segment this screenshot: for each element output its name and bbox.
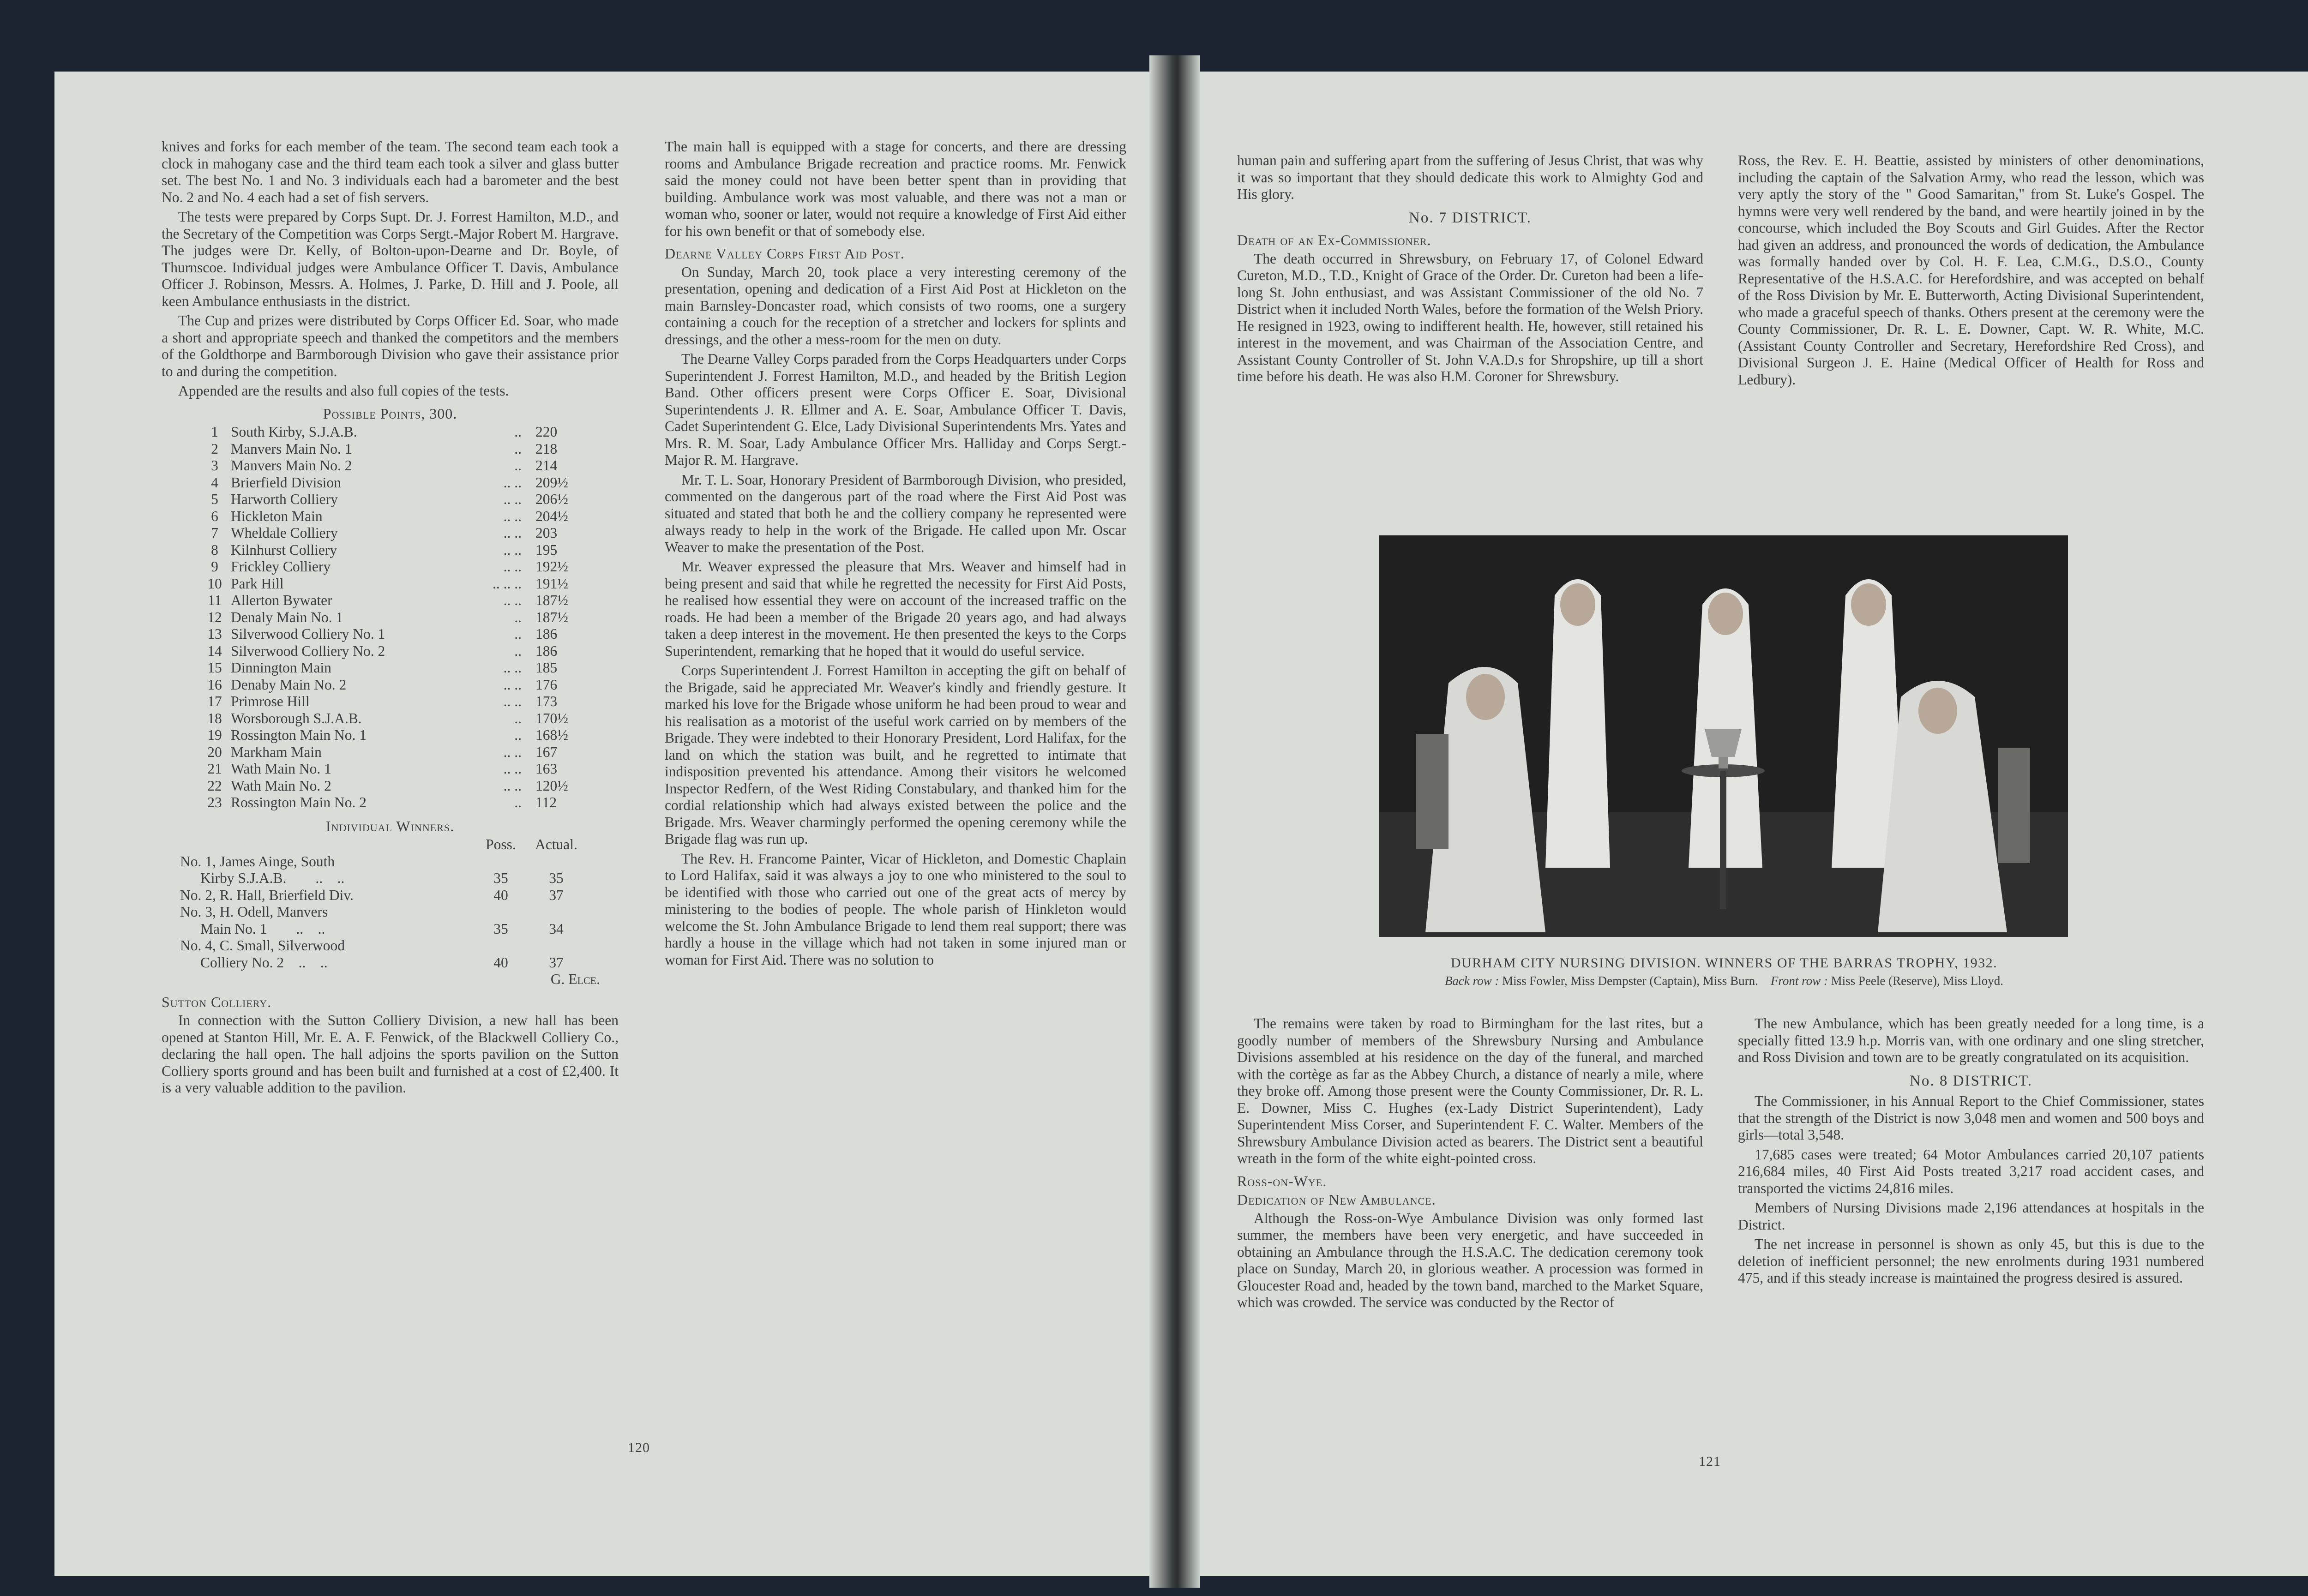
result-rank: 1 [211, 424, 218, 440]
page-number: 120 [628, 1440, 650, 1455]
result-name: Denaby Main No. 2 [231, 676, 347, 693]
left-column-1 [162, 138, 619, 1099]
caption-front-label: Front row : [1770, 974, 1828, 988]
result-points: 176 [535, 676, 558, 693]
col-header: Actual. [535, 836, 577, 852]
result-name: Kilnhurst Colliery [231, 541, 337, 558]
col-header: Poss. [486, 836, 516, 852]
paragraph: The new Ambulance, which has been greatly needed for a long time, is a specially fitted 13.9 h.p. Morris van, with one ordinary and one sling stretcher, and Ross Division and town are to be greatly congratulated on its acquisition. [1738, 1015, 2204, 1065]
paragraph: Mr. Weaver expressed the pleasure that Mrs. Weaver and himself had in being present and said that while he regretted the necessity for First Aid Posts, he realised how essential they were on account of the increased traffic on the roads. He had been a member of the Brigade 20 years ago, and had always taken a deep interest in the movement. He then presented the keys to the Corps Superintendent, remarking that he hoped that it would do useful service. [665, 558, 1126, 659]
result-name: South Kirby, S.J.A.B. [231, 424, 357, 440]
result-dots: .. [514, 794, 522, 810]
result-row [198, 609, 577, 626]
result-rank: 6 [211, 508, 218, 524]
individual-row-cont [180, 870, 586, 887]
result-dots: .. [514, 727, 522, 743]
result-row [198, 592, 577, 609]
individual-poss: 40 [493, 954, 508, 971]
result-row [198, 491, 577, 508]
paragraph: human pain and suffering apart from the suffering of Jesus Christ, that was why it was so important that they should dedicate this work to Almighty God and His glory. [1237, 152, 1703, 202]
result-dots: .. .. [503, 541, 522, 558]
result-row [198, 643, 577, 660]
paragraph: The death occurred in Shrewsbury, on February 17, of Colonel Edward Cureton, M.D., T.D., Knight of Grace of the Order. Dr. Cureton had been a life-long St. John enthusiast, and was Assistant Commissioner of the old No. 7 District when it included North Wales, before the formation of the Welsh Priory. He resigned in 1923, owing to indifferent health. He, however, still retained his interest in the movement, and was Chairman of the Association Centre, and Assistant County Controller of St. John V.A.D.s for Shropshire, up till a short time before his death. He was also H.M. Coroner for Shrewsbury. [1237, 250, 1703, 384]
result-points: 186 [535, 626, 558, 642]
result-name: Harworth Colliery [231, 491, 338, 507]
result-row [198, 761, 577, 778]
caption-back-label: Back row : [1444, 974, 1499, 988]
result-points: 195 [535, 541, 558, 558]
result-dots: .. [514, 710, 522, 726]
result-rank: 9 [211, 558, 218, 575]
result-dots: .. .. [503, 592, 522, 608]
caption-back-names: Miss Fowler, Miss Dempster (Captain), Miss Burn. [1502, 974, 1758, 988]
paragraph: Members of Nursing Divisions made 2,196 attendances at hospitals in the District. [1738, 1200, 2204, 1233]
result-points: 173 [535, 693, 558, 709]
team-photograph [1379, 535, 2068, 937]
result-rank: 4 [211, 474, 218, 491]
result-dots: .. [514, 457, 522, 474]
paragraph: The Cup and prizes were distributed by Corps Officer Ed. Soar, who made a short and appropriate speech and thanked the competitors and the members of the Goldthorpe and Barmborough Division who gave their assistance prior to and during the competition. [162, 312, 619, 379]
result-row [198, 710, 577, 727]
result-dots: .. .. [503, 474, 522, 491]
right-column-4-upper [1738, 152, 2204, 391]
individual-actual: 37 [549, 887, 564, 903]
result-dots: .. .. [503, 777, 522, 794]
result-row [198, 693, 577, 710]
result-dots: .. [514, 642, 522, 659]
result-name: Allerton Bywater [231, 592, 332, 608]
right-column-4-lower [1738, 1015, 2204, 1290]
result-rank: 16 [207, 676, 222, 693]
paragraph: knives and forks for each member of the team. The second team each took a clock in mahogany case and the third team each took a silver and glass butter set. The best No. 1 and No. 3 individuals each had a barometer and the best No. 2 and No. 4 each had a set of fish servers. [162, 138, 619, 205]
result-row [198, 508, 577, 525]
result-rank: 17 [207, 693, 222, 709]
paragraph: On Sunday, March 20, took place a very interesting ceremony of the presentation, opening and dedication of a First Aid Post at Hickleton on the main Barnsley-Doncaster road, which consists of two rooms, one a surgery containing a couch for the reception of a stretcher and lockers for splints and dressings, and the other a mess-room for the men on duty. [665, 264, 1126, 348]
result-rank: 23 [207, 794, 222, 810]
result-row [198, 424, 577, 441]
individual-row [180, 887, 586, 904]
result-rank: 20 [207, 744, 222, 760]
result-points: 206½ [535, 491, 568, 507]
individual-poss: 40 [493, 887, 508, 903]
result-dots: .. [514, 424, 522, 440]
result-row [198, 474, 577, 492]
result-row [198, 542, 577, 559]
result-name: Rossington Main No. 2 [231, 794, 367, 810]
result-row [198, 525, 577, 542]
result-rank: 14 [207, 642, 222, 659]
result-name: Primrose Hill [231, 693, 310, 709]
result-points: 191½ [535, 575, 568, 592]
individual-poss: 35 [493, 870, 508, 886]
result-rank: 5 [211, 491, 218, 507]
paragraph: The tests were prepared by Corps Supt. Dr. J. Forrest Hamilton, M.D., and the Secretary of the Competition was Corps Sergt.-Major Robert M. Hargrave. The judges were Dr. Kelly, of Bolton-upon-Dearne and Dr. Boyle, of Thurnscoe. Individual judges were Ambulance Officer T. Davis, Ambulance Officer J. Robinson, Messrs. A. Holmes, J. Parke, D. Hill and J. Poole, all keen Ambulance enthusiasts in the district. [162, 209, 619, 309]
individual-row [180, 853, 586, 870]
sutton-heading: Sutton Colliery. [162, 993, 272, 1010]
result-points: 187½ [535, 609, 568, 625]
results-heading: Possible Points, 300. [323, 405, 457, 422]
individual-actual: 34 [549, 920, 564, 937]
result-row [198, 558, 577, 576]
individual-row-cont [180, 921, 586, 938]
result-row [198, 677, 577, 694]
result-name: Dinnington Main [231, 660, 331, 676]
result-dots: .. .. .. [493, 575, 522, 592]
paragraph: Although the Ross-on-Wye Ambulance Division was only formed last summer, the members have been very energetic, and have succeeded in obtaining an Ambulance through the H.S.A.C. The dedication ceremony took place on Sunday, March 20, in glorious weather. A procession was formed in Gloucester Road and, headed by the town band, marched to the Market Square, which was crowded. The service was conducted by the Rector of [1237, 1210, 1703, 1310]
result-name: Brierfield Division [231, 474, 341, 491]
result-name: Wheldale Colliery [231, 525, 338, 541]
paragraph: 17,685 cases were treated; 64 Motor Ambulances carried 20,107 patients 216,684 miles, 40 First Aid Posts treated 3,217 road accident cases, and transported the victims 24,816 miles. [1738, 1146, 2204, 1196]
result-row [198, 660, 577, 677]
result-points: 170½ [535, 710, 568, 726]
result-dots: .. .. [503, 676, 522, 693]
caption-names [1325, 974, 2123, 988]
individual-entry-cont: Kirby S.J.A.B. .. .. [200, 870, 345, 886]
book-gutter [1149, 55, 1200, 1588]
result-rank: 15 [207, 660, 222, 676]
individual-actual: 35 [549, 870, 564, 886]
result-rank: 11 [207, 592, 222, 608]
result-points: 218 [535, 440, 558, 457]
individual-actual: 37 [549, 954, 564, 971]
ross-heading: Ross-on-Wye. [1237, 1172, 1327, 1189]
result-row [198, 778, 577, 795]
result-points: 120½ [535, 777, 568, 794]
result-name: Wath Main No. 1 [231, 761, 331, 777]
paragraph: The net increase in personnel is shown as only 45, but this is due to the deletion of inefficient personnel; the new enrolments during 1931 numbered 475, and if this steady increase is maintained the progress desired is assured. [1738, 1236, 2204, 1286]
result-rank: 8 [211, 541, 218, 558]
result-points: 209½ [535, 474, 568, 491]
result-row [198, 457, 577, 474]
individual-entry: No. 1, James Ainge, South [180, 853, 335, 870]
result-points: 214 [535, 457, 558, 474]
result-rank: 12 [207, 609, 222, 625]
result-dots: .. .. [503, 558, 522, 575]
result-name: Park Hill [231, 575, 284, 592]
paragraph: Appended are the results and also full copies of the tests. [178, 383, 509, 399]
result-name: Worsborough S.J.A.B. [231, 710, 362, 726]
paragraph: The Commissioner, in his Annual Report to the Chief Commissioner, states that the strength of the District is now 3,048 men and women and 500 boys and girls—total 3,548. [1738, 1093, 2204, 1143]
result-rank: 21 [207, 761, 222, 777]
individual-heading: Individual Winners. [325, 817, 455, 834]
photo-caption [1325, 955, 2123, 988]
result-name: Silverwood Colliery No. 2 [231, 642, 385, 659]
result-dots: .. [514, 626, 522, 642]
results-table [198, 424, 577, 811]
individual-row [180, 904, 586, 921]
result-name: Manvers Main No. 1 [231, 440, 352, 457]
individual-entry: No. 2, R. Hall, Brierfield Div. [180, 887, 354, 903]
result-name: Frickley Colliery [231, 558, 331, 575]
result-dots: .. .. [503, 508, 522, 524]
result-rank: 10 [207, 575, 222, 592]
paragraph: Ross, the Rev. E. H. Beattie, assisted by ministers of other denominations, including the captain of the Salvation Army, who read the lesson, which was very aptly the story of the " Good Samaritan," from St. Luke's Gospel. The hymns were very well rendered by the band, and were heartily joined in by the concourse, which included the Boy Scouts and Girl Guides. After the Rector had given an address, and pronounced the words of dedication, the Ambulance was formally handed over by Col. H. F. Lea, C.M.G., D.S.O., County Representative of the H.S.A.C. for Herefordshire, and was accepted on behalf of the Ross Division by Mr. E. Butterworth, Acting Divisional Superintendent, who made a graceful speech of thanks. Others present at the ceremony were the County Commissioner, Dr. R. L. E. Downer, Capt. W. R. White, M.C. (Assistant County Controller and Secretary, Herefordshire Red Cross), and Divisional Surgeon J. E. Haine (Medical Officer of Health for Ross and Ledbury). [1738, 152, 2204, 388]
result-row [198, 727, 577, 744]
result-row [198, 794, 577, 811]
right-column-3-lower [1237, 1015, 1703, 1314]
paragraph: The main hall is equipped with a stage for concerts, and there are dressing rooms and Ambulance Brigade recreation and practice rooms. Mr. Fenwick said the money could not have been better spent than in providing that building. Ambulance work was most valuable, and there was not a man or woman who, sooner or later, would not require a knowledge of First Aid either for his own benefit or that of somebody else. [665, 138, 1126, 239]
result-name: Silverwood Colliery No. 1 [231, 626, 385, 642]
result-row [198, 576, 577, 593]
result-dots: .. .. [503, 761, 522, 777]
result-dots: .. .. [503, 525, 522, 541]
paragraph: Mr. T. L. Soar, Honorary President of Barmborough Division, who presided, commented on the dangerous part of the road where the First Aid Post was situated and stated that both he and the colliery company he represented were always ready to help in the work of the Brigade. He called upon Mr. Oscar Weaver to make the presentation of the Post. [665, 471, 1126, 555]
result-points: 112 [535, 794, 557, 810]
page-number: 121 [1699, 1454, 1721, 1469]
result-points: 185 [535, 660, 558, 676]
result-rank: 19 [207, 727, 222, 743]
result-points: 163 [535, 761, 558, 777]
paragraph: The Dearne Valley Corps paraded from the Corps Headquarters under Corps Superintendent J. Forrest Hamilton, M.D., and headed by the British Legion Band. Other officers present were Corps Officer E. Soar, Divisional Superintendents J. R. Ellmer and A. E. Soar, Ambulance Officer T. Davis, Cadet Superintendent G. Elce, Lady Divisional Superintendents Mrs. Yates and Mrs. R. M. Soar, Lady Ambulance Officer Mrs. Halliday and Corps Sergt.-Major R. M. Hargrave. [665, 351, 1126, 468]
result-name: Wath Main No. 2 [231, 777, 331, 794]
result-name: Rossington Main No. 1 [231, 727, 367, 743]
result-rank: 18 [207, 710, 222, 726]
left-column-2 [665, 138, 1126, 971]
result-rank: 2 [211, 440, 218, 457]
signature: G. Elce. [550, 971, 600, 987]
result-dots: .. [514, 440, 522, 457]
result-points: 186 [535, 642, 558, 659]
result-name: Manvers Main No. 2 [231, 457, 352, 474]
result-rank: 13 [207, 626, 222, 642]
paragraph: The Rev. H. Francome Painter, Vicar of Hickleton, and Domestic Chaplain to Lord Halifax, said it was always a joy to one who ministered to the soul to be identified with those who carried out one of the great acts of mercy by ministering to the bodies of people. The whole parish of Hinkleton would welcome the St. John Ambulance Brigade to lend them real support; there was hardly a house in the village which had not taken in some injured man or woman for First Aid. There was no solution to [665, 850, 1126, 968]
individual-row [180, 937, 586, 954]
paragraph: The remains were taken by road to Birmingham for the last rites, but a goodly number of members of the Shrewsbury Nursing and Ambulance Divisions assembled at his residence on the day of the funeral, and marched with the cortège as far as the Abbey Church, a distance of nearly a mile, where they broke off. Among those present were the County Commissioner, Dr. R. L. E. Downer, Miss C. Hughes (ex-Lady District Superintendent), Lady Superintendent Miss Corser, and Superintendent F. C. Walter. Members of the Shrewsbury Ambulance Division acted as bearers. The District sent a beautiful wreath in the form of the white eight-pointed cross. [1237, 1015, 1703, 1166]
result-name: Hickleton Main [231, 508, 323, 524]
paragraph: Corps Superintendent J. Forrest Hamilton in accepting the gift on behalf of the Brigade, said he appreciated Mr. Weaver's kindly and friendly gesture. It marked his love for the Brigade whose uniform he had been proud to wear and his realisation as a motorist of the useful work carried on by members of the Brigade. They were indebted to their Honorary President, Lord Halifax, for the land on which the station was built, and he regretted to intimate that indisposition prevented his attendance. Among their visitors he welcomed Inspector Redfern, of the West Riding Constabulary, and thanked him for the cordial relationship which had always existed between the police and the Brigade. Mrs. Weaver charmingly performed the opening ceremony while the Brigade flag was run up. [665, 662, 1126, 847]
individual-table [180, 836, 586, 971]
district8-heading: No. 8 DISTRICT. [1910, 1072, 2032, 1089]
result-rank: 3 [211, 457, 218, 474]
paragraph: In connection with the Sutton Colliery Division, a new hall has been opened at Stanton Hill, Mr. E. A. F. Fenwick, of the Blackwell Colliery Co., declaring the hall open. The hall adjoins the sports pavilion on the Sutton Colliery sports ground and has been built and furnished at a cost of £2,400. It is a very valuable addition to the pavilion. [162, 1012, 619, 1096]
result-points: 203 [535, 525, 558, 541]
nurses-photo-illustration [1379, 535, 2068, 937]
result-rank: 22 [207, 777, 222, 794]
right-column-3-upper [1237, 152, 1703, 388]
result-row [198, 744, 577, 761]
result-points: 220 [535, 424, 558, 440]
result-name: Markham Main [231, 744, 322, 760]
result-points: 168½ [535, 727, 568, 743]
individual-row-cont [180, 954, 586, 972]
result-dots: .. .. [503, 491, 522, 507]
result-rank: 7 [211, 525, 218, 541]
result-dots: .. [514, 609, 522, 625]
result-dots: .. .. [503, 660, 522, 676]
result-points: 167 [535, 744, 558, 760]
result-row [198, 626, 577, 643]
individual-entry: No. 4, C. Small, Silverwood [180, 937, 345, 954]
individual-entry-cont: Main No. 1 .. .. [200, 920, 325, 937]
individual-entry: No. 3, H. Odell, Manvers [180, 904, 328, 920]
result-points: 187½ [535, 592, 568, 608]
result-dots: .. .. [503, 693, 522, 709]
district7-heading: No. 7 DISTRICT. [1409, 209, 1532, 226]
individual-poss: 35 [493, 920, 508, 937]
result-points: 204½ [535, 508, 568, 524]
caption-front-names: Miss Peele (Reserve), Miss Lloyd. [1831, 974, 2004, 988]
result-row [198, 441, 577, 458]
result-dots: .. .. [503, 744, 522, 760]
individual-entry-cont: Colliery No. 2 .. .. [200, 954, 328, 971]
death-heading: Death of an Ex-Commissioner. [1237, 232, 1431, 248]
dearne-heading: Dearne Valley Corps First Aid Post. [665, 245, 905, 262]
dedication-heading: Dedication of New Ambulance. [1237, 1191, 1436, 1208]
result-points: 192½ [535, 558, 568, 575]
result-name: Denaly Main No. 1 [231, 609, 343, 625]
caption-title: DURHAM CITY NURSING DIVISION. WINNERS OF THE BARRAS TROPHY, 1932. [1450, 955, 1998, 971]
